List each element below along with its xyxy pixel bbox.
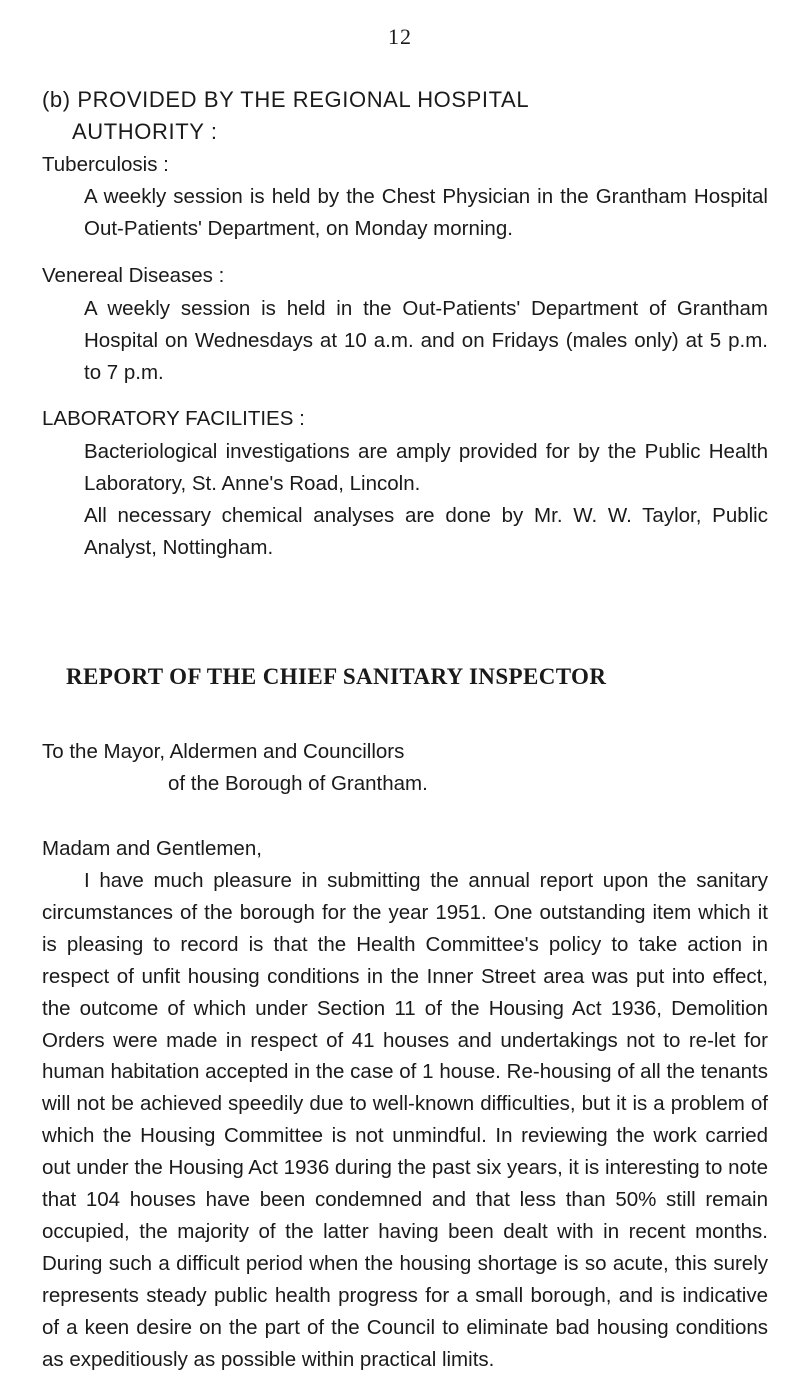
page-number: 12 [388, 24, 412, 49]
address-line-2: of the Borough of Grantham. [168, 772, 428, 795]
laboratory-paragraph-bacteriological: Bacteriological investigations are amply provided for by the Public Health Laboratory, St. Anne's Road, Lincoln. [84, 440, 768, 495]
tuberculosis-heading: Tuberculosis : [42, 153, 169, 176]
section-heading-regional-hospital [42, 84, 762, 148]
report-body-paragraph: I have much pleasure in submitting the annual report upon the sanitary circumstances of the borough for the year 1951. One outstanding item which it is pleasing to record is that the Health Committee's policy to take action in respect of unfit housing conditions in the Inner Street area was put into effect, the outcome of which under Section 11 of the Housing Act 1936, Demolition Orders were made in respect of 41 houses and undertakings not to re-let for human habitation accepted in the case of 1 house. Re-housing of all the tenants will not be achieved speedily due to well-known difficulties, but it is a problem of which the Housing Committee is not unmindful. In reviewing the work carried out under the Housing Act 1936 during the past six years, it is interesting to note that 104 houses have been condemned and that less than 50% still remain occupied, the majority of the latter having been dealt with in recent months. During such a difficult period when the housing shortage is so acute, this surely represents steady public health progress for a small borough, and is indicative of a keen desire on the part of the Council to eliminate bad housing conditions as expeditiously as possible within practical limits. [42, 869, 768, 1371]
address-line-1: To the Mayor, Aldermen and Councillors [42, 740, 405, 763]
tuberculosis-paragraph: A weekly session is held by the Chest Physician in the Grantham Hospital Out-Patients' Department, on Monday morning. [84, 185, 768, 240]
venereal-diseases-paragraph: A weekly session is held in the Out-Patients' Department of Grantham Hospital on Wednesdays at 10 a.m. and on Fridays (males only) at 5 p.m. to 7 p.m. [84, 297, 768, 384]
section-heading-line-2: AUTHORITY : [72, 119, 218, 144]
laboratory-paragraph-chemical: All necessary chemical analyses are done by Mr. W. W. Taylor, Public Analyst, Nottingham. [84, 504, 768, 559]
laboratory-facilities-heading: LABORATORY FACILITIES : [42, 407, 305, 430]
salutation: Madam and Gentlemen, [42, 837, 262, 860]
venereal-diseases-heading: Venereal Diseases : [42, 264, 225, 287]
section-heading-line-1: (b) PROVIDED BY THE REGIONAL HOSPITAL [42, 87, 530, 112]
report-title: REPORT OF THE CHIEF SANITARY INSPECTOR [66, 664, 607, 689]
